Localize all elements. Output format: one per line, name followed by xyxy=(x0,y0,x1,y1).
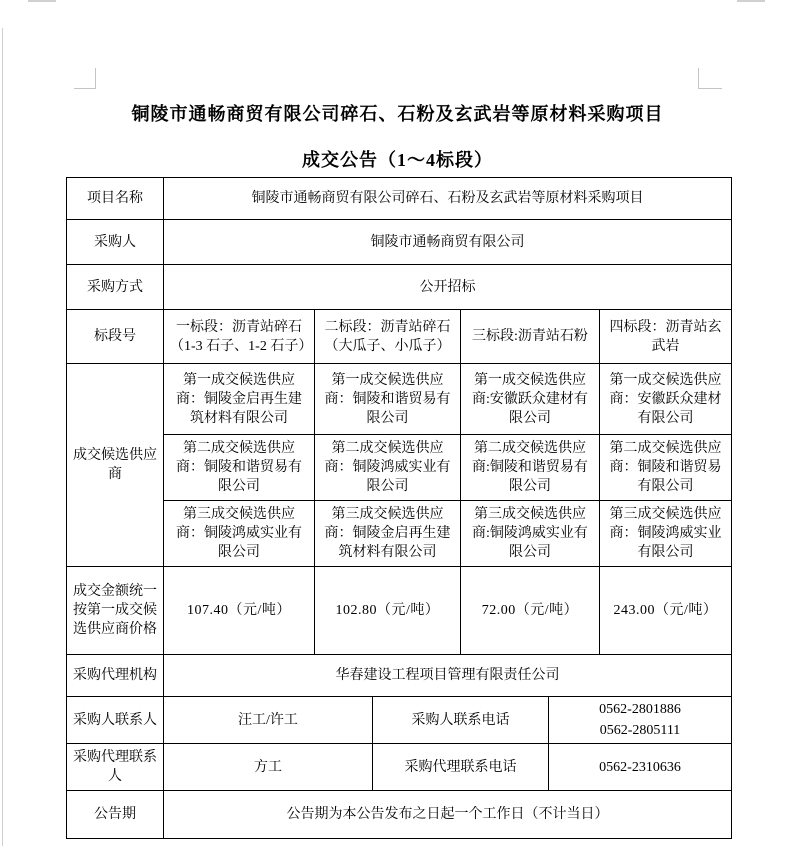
price-section-4: 243.00（元/吨） xyxy=(600,567,732,655)
value-purchaser: 铜陵市通畅商贸有限公司 xyxy=(164,220,732,265)
document-subtitle: 成交公告（1～4标段） xyxy=(302,150,493,170)
top-edge-tick-left xyxy=(28,0,56,2)
label-purchaser-contact: 采购人联系人 xyxy=(67,697,164,744)
candidate-2-section-3: 第二成交候选供应商:铜陵和谐贸易有限公司 xyxy=(461,435,600,501)
row-candidate-1 xyxy=(67,364,732,435)
margin-corner-mark-right xyxy=(698,68,722,89)
label-announcement: 公告期 xyxy=(67,791,164,839)
candidate-1-section-2: 第一成交候选供应商：铜陵和谐贸易有限公司 xyxy=(315,364,461,435)
row-candidate-2 xyxy=(67,435,732,501)
row-agency xyxy=(67,655,732,697)
candidate-2-section-2: 第二成交候选供应商：铜陵鸿威实业有限公司 xyxy=(315,435,461,501)
section-2: 二标段：沥青站碎石（大瓜子、小瓜子） xyxy=(315,310,461,364)
candidate-2-section-4: 第二成交候选供应商：铜陵和谐贸易有限公司 xyxy=(600,435,732,501)
purchaser-contact-name: 汪工/许工 xyxy=(164,697,373,744)
row-price xyxy=(67,567,732,655)
candidate-3-section-4: 第三成交候选供应商：铜陵鸿威实业有限公司 xyxy=(600,501,732,567)
row-candidate-3 xyxy=(67,501,732,567)
agency-contact-name: 方工 xyxy=(164,744,373,791)
label-agency-contact: 采购代理联系人 xyxy=(67,744,164,791)
section-4: 四标段：沥青站玄武岩 xyxy=(600,310,732,364)
value-method: 公开招标 xyxy=(164,265,732,310)
agency-contact-phone-label: 采购代理联系电话 xyxy=(373,744,549,791)
candidate-3-section-2: 第三成交候选供应商：铜陵金启再生建筑材料有限公司 xyxy=(315,501,461,567)
price-section-1: 107.40（元/吨） xyxy=(164,567,315,655)
section-1: 一标段：沥青站碎石（1-3 石子、1-2 石子） xyxy=(164,310,315,364)
purchaser-contact-phone-label: 采购人联系电话 xyxy=(373,697,549,744)
row-sections xyxy=(67,310,732,364)
top-edge-tick-right xyxy=(737,0,765,2)
margin-corner-mark-left xyxy=(74,68,96,89)
candidate-3-section-3: 第三成交候选供应商:铜陵鸿威实业有限公司 xyxy=(461,501,600,567)
row-project-name xyxy=(67,178,732,220)
label-purchaser: 采购人 xyxy=(67,220,164,265)
row-agency-contact xyxy=(67,744,732,791)
price-section-3: 72.00（元/吨） xyxy=(461,567,600,655)
candidate-3-section-1: 第三成交候选供应商：铜陵鸿威实业有限公司 xyxy=(164,501,315,567)
label-price: 成交金额统一按第一成交候选供应商价格 xyxy=(67,567,164,655)
purchaser-contact-phone xyxy=(549,697,732,744)
candidate-2-section-1: 第二成交候选供应商：铜陵和谐贸易有限公司 xyxy=(164,435,315,501)
purchaser-phone-2: 0562-2805111 xyxy=(599,723,681,738)
candidate-1-section-1: 第一成交候选供应商：铜陵金启再生建筑材料有限公司 xyxy=(164,364,315,435)
label-agency: 采购代理机构 xyxy=(67,655,164,697)
price-section-2: 102.80（元/吨） xyxy=(315,567,461,655)
purchaser-phone-1: 0562-2801886 xyxy=(599,702,681,717)
candidate-1-section-3: 第一成交候选供应商:安徽跃众建材有限公司 xyxy=(461,364,600,435)
row-purchaser-contact xyxy=(67,697,732,744)
label-method: 采购方式 xyxy=(67,265,164,310)
document-title: 铜陵市通畅商贸有限公司碎石、石粉及玄武岩等原材料采购项目 xyxy=(131,104,664,124)
label-project-name: 项目名称 xyxy=(67,178,164,220)
value-agency: 华春建设工程项目管理有限责任公司 xyxy=(164,655,732,697)
row-announcement xyxy=(67,791,732,839)
section-3: 三标段:沥青站石粉 xyxy=(461,310,600,364)
row-method xyxy=(67,265,732,310)
row-purchaser xyxy=(67,220,732,265)
value-project-name: 铜陵市通畅商贸有限公司碎石、石粉及玄武岩等原材料采购项目 xyxy=(164,178,732,220)
candidate-1-section-4: 第一成交候选供应商：安徽跃众建材有限公司 xyxy=(600,364,732,435)
agency-contact-phone: 0562-2310636 xyxy=(549,744,732,791)
label-candidates: 成交候选供应商 xyxy=(67,364,164,567)
value-announcement: 公告期为本公告发布之日起一个工作日（不计当日） xyxy=(164,791,732,839)
announcement-table xyxy=(66,177,732,839)
label-sections: 标段号 xyxy=(67,310,164,364)
